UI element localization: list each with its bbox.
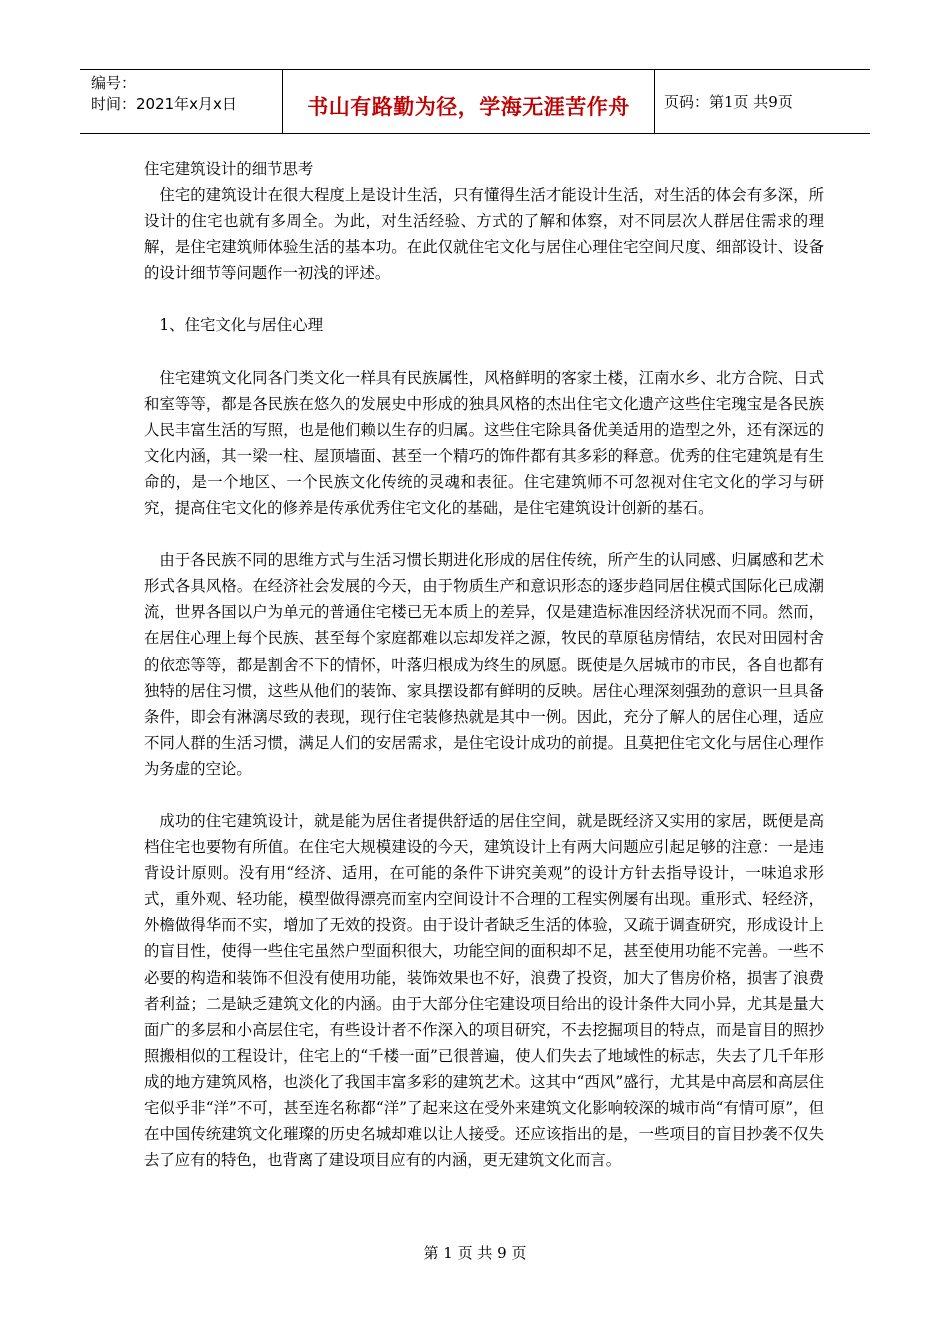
body-paragraph-3: 成功的住宅建筑设计，就是能为居住者提供舒适的居住空间，就是既经济又实用的家居，既便是高档住宅也要物有所值。在住宅大规模建设的今天，建筑设计上有两大问题应引起足够的注意：一是违背设计原则。没有用“经济、适用，在可能的条件下讲究美观”的设计方针去指导设计，一味追求形式，重外观、轻功能，模型做得漂亮而室内空间设计不合理的工程实例屡有出现。重形式、轻经济，外檐做得华而不实，增加了无效的投资。由于设计者缺乏生活的体验，又疏于调查研究，形成设计上的盲目性，使得一些住宅虽然户型面积很大，功能空间的面积却不足，甚至使用功能不完善。一些不必要的构造和装饰不但没有使用功能，装饰效果也不好，浪费了投资，加大了售房价格，损害了浪费者利益；二是缺乏建筑文化的内涵。由于大部分住宅建设项目给出的设计条件大同小异，尤其是量大面广的多层和小高层住宅，有些设计者不作深入的项目研究，不去挖掘项目的特点，而是盲目的照抄照搬相似的工程设计，住宅上的“千楼一面”已很普遍，使人们失去了地域性的标志，失去了几千年形成的地方建筑风格，也淡化了我国丰富多彩的建筑艺术。这其中“西风”盛行，尤其是中高层和高层住宅似乎非“洋”不可，甚至连名称都“洋”了起来这在受外来建筑文化影响较深的城市尚“有情可原”，但在中国传统建筑文化璀璨的历史名城却难以让人接受。还应该指出的是，一些项目的盲目抄袭不仅失去了应有的特色，也背离了建设项目应有的内涵，更无建筑文化而言。 (144, 811, 824, 1170)
page-footer: 第 1 页 共 9 页 (423, 1244, 527, 1262)
header-motto: 书山有路勤为径，学海无涯苦作舟 (307, 94, 630, 119)
document-date: 时间：2021年x月x日 (91, 95, 237, 113)
document-title: 住宅建筑设计的细节思考 (144, 160, 314, 178)
body-paragraph-1: 住宅建筑文化同各门类文化一样具有民族属性，风格鲜明的客家土楼，江南水乡、北方合院、日式和室等等，都是各民族在悠久的发展史中形成的独具风格的杰出住宅文化遗产这些住宅瑰宝是各民族人民丰富生活的写照，也是他们赖以生存的归属。这些住宅除具备优美适用的造型之外，还有深远的文化内涵，其一梁一柱、屋顶墙面、甚至一个精巧的饰件都有其多彩的释意。优秀的住宅建筑是有生命的，是一个地区、一个民族文化传统的灵魂和表征。住宅建筑师不可忽视对住宅文化的学习与研究，提高住宅文化的修养是传承优秀住宅文化的基础，是住宅建筑设计创新的基石。 (144, 368, 824, 518)
header-page-cell (655, 70, 870, 133)
intro-paragraph: 住宅的建筑设计在很大程度上是设计生活，只有懂得生活才能设计生活，对生活的体会有多深，所设计的住宅也就有多周全。为此，对生活经验、方式的了解和体察，对不同层次人群居住需求的理解，是住宅建筑师体验生活的基本功。在此仅就住宅文化与居住心理住宅空间尺度、细部设计、设备的设计细节等问题作一初浅的评述。 (144, 186, 824, 283)
body-paragraph-2: 由于各民族不同的思维方式与生活习惯长期进化形成的居住传统，所产生的认同感、归属感和艺术形式各具风格。在经济社会发展的今天，由于物质生产和意识形态的逐步趋同居住模式国际化已成潮流，世界各国以户为单元的普通住宅楼已无本质上的差异，仅是建造标准因经济状况而不同。然而，在居住心理上每个民族、甚至每个家庭都难以忘却发祥之源，牧民的草原毡房情结，农民对田园村舍的依恋等等，都是割舍不下的情怀，叶落归根成为终生的夙愿。既使是久居城市的市民，各自也都有独特的居住习惯，这些从他们的装饰、家具摆设都有鲜明的反映。居住心理深刻强劲的意识一旦具备条件，即会有淋漓尽致的表现，现行住宅装修热就是其中一例。因此，充分了解人的居住心理，适应不同人群的生活习惯，满足人们的安居需求，是住宅设计成功的前提。且莫把住宅文化与居住心理作为务虚的空论。 (144, 551, 824, 778)
document-body (144, 156, 824, 1173)
document-header (80, 69, 870, 134)
section-heading: 1、住宅文化与居住心理 (159, 316, 324, 335)
header-motto-cell (283, 70, 655, 133)
document-number-label: 编号： (91, 74, 137, 92)
header-meta-cell (80, 70, 283, 133)
header-page-info: 页码：第1页 共9页 (664, 93, 793, 111)
